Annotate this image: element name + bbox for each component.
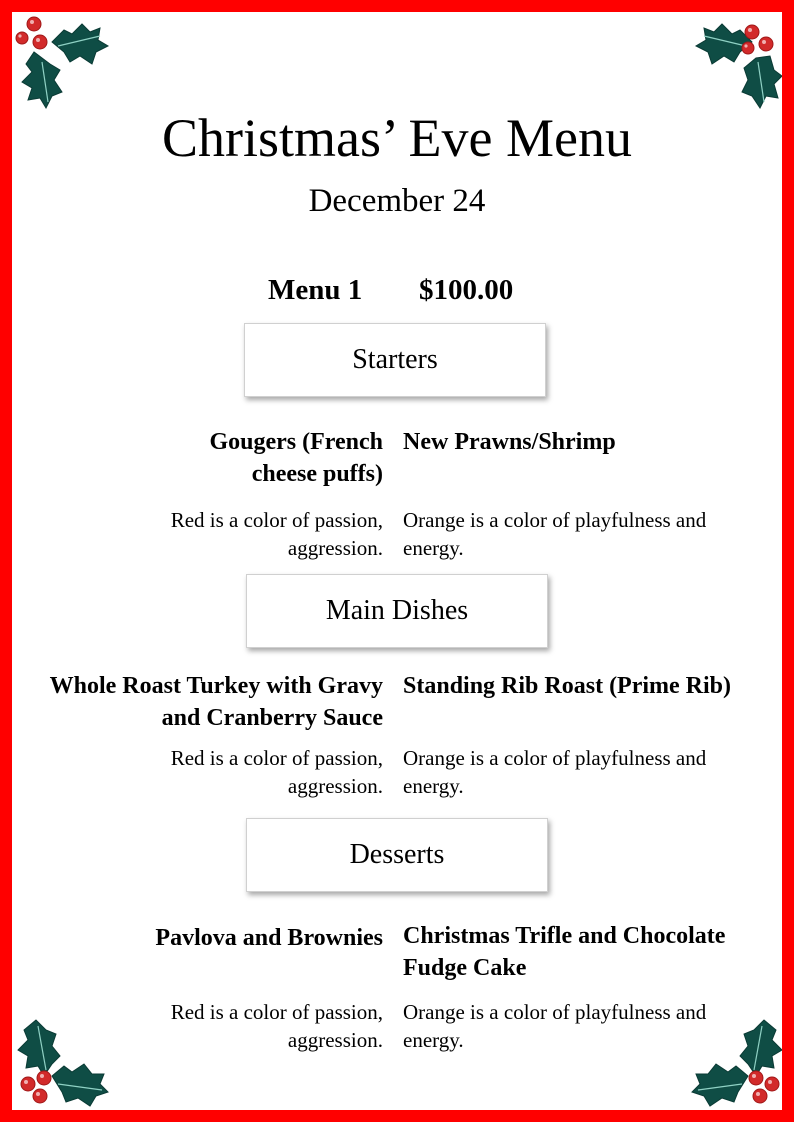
dish-name: Whole Roast Turkey with Gravy and Cranberry Sauce [49,673,383,731]
dish-description: Orange is a color of playfulness and energy. [403,508,707,560]
section-heading-starters: Starters [244,323,546,397]
menu-name: Menu 1 [268,274,363,306]
dish-description: Red is a color of passion, aggression. [170,746,383,798]
menu-price: $100.00 [419,274,514,306]
dish-name: Standing Rib Roast (Prime Rib) [403,673,732,699]
menu-title: Christmas’ Eve Menu [162,108,632,168]
dish-description: Red is a color of passion, aggression. [170,1000,383,1052]
dish-name: Gougers (French cheese puffs) [209,429,383,487]
dish-description: Red is a color of passion, aggression. [170,508,383,560]
dish-name: Pavlova and Brownies [155,925,383,951]
menu-date: December 24 [308,183,486,219]
dish-description: Orange is a color of playfulness and energy. [403,746,707,798]
dish-name: New Prawns/Shrimp [403,429,616,455]
section-heading-desserts: Desserts [246,818,548,892]
dish-description: Orange is a color of playfulness and energy. [403,1000,707,1052]
dish-name: Christmas Trifle and Chocolate Fudge Cake [403,923,726,981]
section-heading-main-dishes: Main Dishes [246,574,548,648]
holly-icon [12,1000,122,1110]
